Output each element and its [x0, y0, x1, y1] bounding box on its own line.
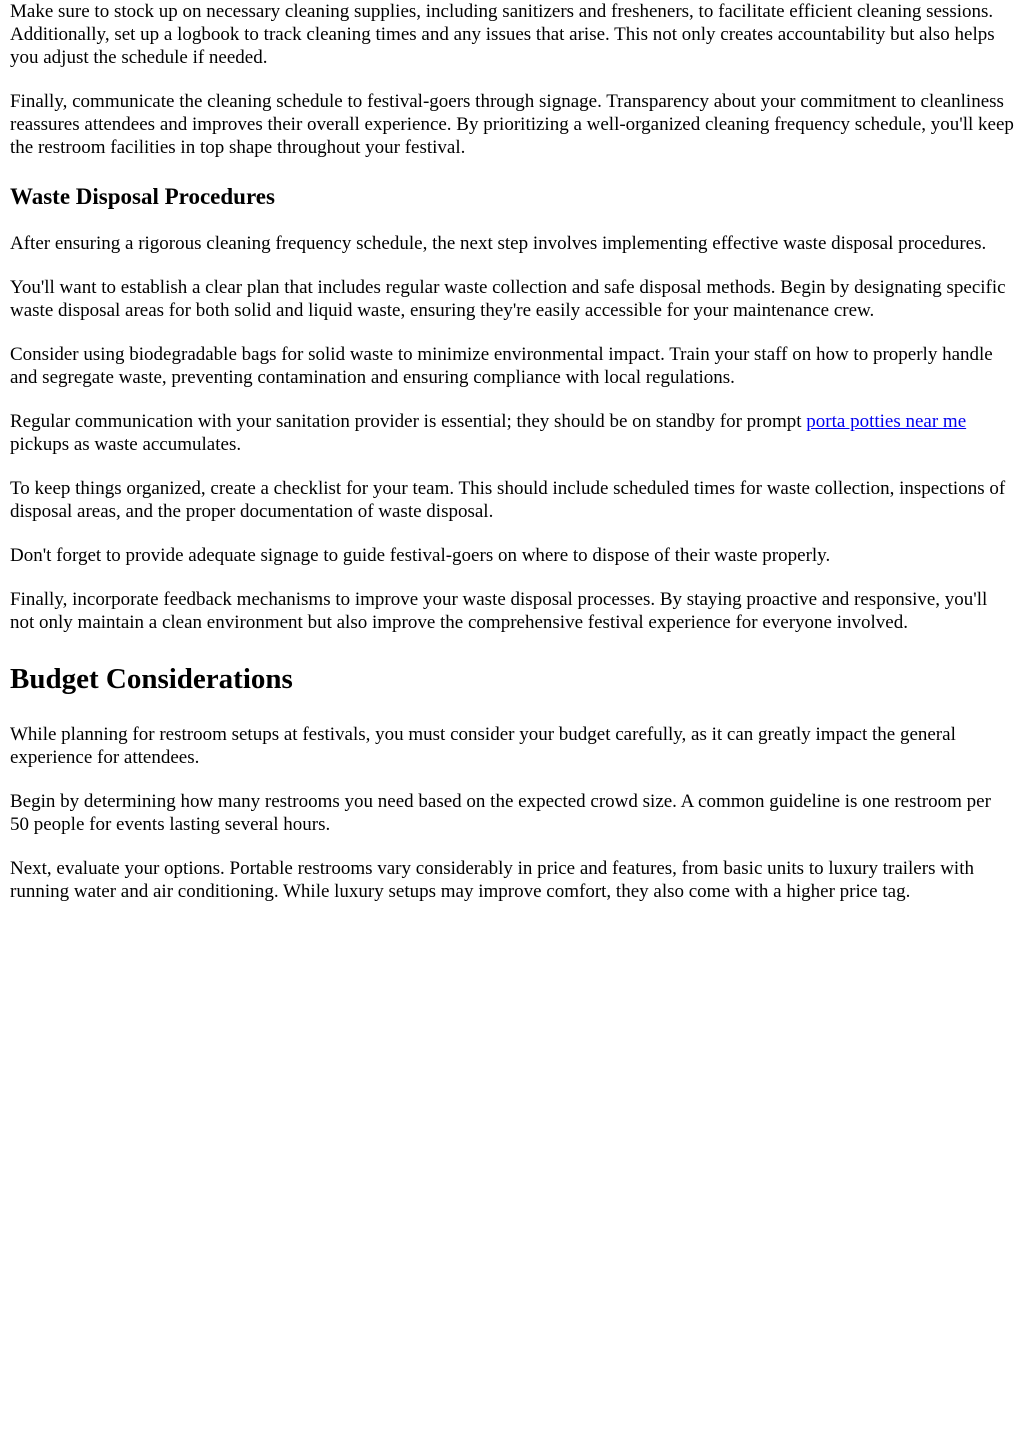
heading-budget-considerations: Budget Considerations	[10, 663, 293, 695]
paragraph-text-before-link: Regular communication with your sanitation provider is essential; they should be on standby for prompt	[10, 411, 807, 432]
paragraph-signage: Finally, communicate the cleaning schedule to festival-goers through signage. Transparency about your commitment to cleanliness reassures attendees and improves their overall experience. By prioritizing a well-organized cleaning frequency schedule, you'll keep the restroom facilities in top shape throughout your festival.	[10, 91, 1014, 158]
paragraph-supplies: Make sure to stock up on necessary cleaning supplies, including sanitizers and fresheners, to facilitate efficient cleaning sessions. Additionally, set up a logbook to track cleaning times and any issues that arise. This not only creates accountability but also helps you adjust the schedule if needed.	[10, 1, 995, 68]
porta-potties-link[interactable]: porta potties near me	[806, 411, 967, 432]
paragraph-waste-plan: You'll want to establish a clear plan that includes regular waste collection and safe disposal methods. Begin by designating specific waste disposal areas for both solid and liquid waste, ensuring they're easily accessible for your maintenance crew.	[10, 277, 1006, 321]
paragraph-biodegradable: Consider using biodegradable bags for solid waste to minimize environmental impact. Train your staff on how to properly handle and segregate waste, preventing contamination and ensuring compliance with local regulations.	[10, 344, 993, 388]
paragraph-checklist: To keep things organized, create a checklist for your team. This should include scheduled times for waste collection, inspections of disposal areas, and the proper documentation of waste disposal.	[10, 478, 1006, 522]
paragraph-feedback: Finally, incorporate feedback mechanisms to improve your waste disposal processes. By staying proactive and responsive, you'll not only maintain a clean environment but also improve the comprehensive festival experience for everyone involved.	[10, 589, 988, 633]
paragraph-budget-intro: While planning for restroom setups at festivals, you must consider your budget carefully, as it can greatly impact the general experience for attendees.	[10, 724, 956, 768]
heading-waste-disposal: Waste Disposal Procedures	[10, 184, 275, 209]
paragraph-text-after-link: pickups as waste accumulates.	[10, 434, 242, 455]
paragraph-sanitation-provider	[10, 410, 1014, 456]
paragraph-restroom-count: Begin by determining how many restrooms you need based on the expected crowd size. A common guideline is one restroom per 50 people for events lasting several hours.	[10, 791, 991, 835]
paragraph-waste-signage: Don't forget to provide adequate signage to guide festival-goers on where to dispose of their waste properly.	[10, 545, 831, 566]
paragraph-waste-intro: After ensuring a rigorous cleaning frequency schedule, the next step involves implementing effective waste disposal procedures.	[10, 233, 987, 254]
paragraph-evaluate-options: Next, evaluate your options. Portable restrooms vary considerably in price and features, from basic units to luxury trailers with running water and air conditioning. While luxury setups may improve comfort, they also come with a higher price tag.	[10, 858, 974, 902]
